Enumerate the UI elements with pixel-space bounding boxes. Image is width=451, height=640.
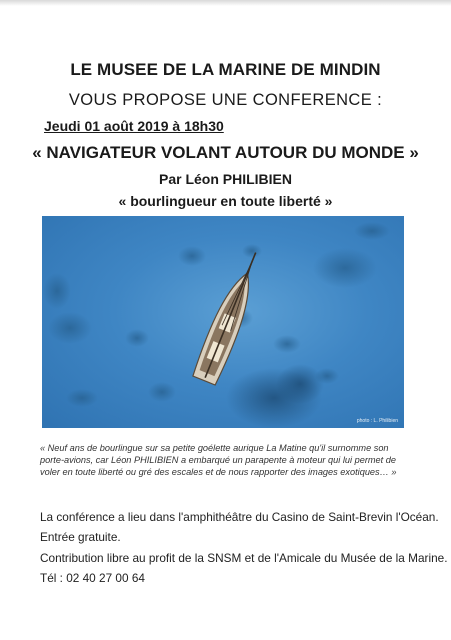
photo-caption: « Neuf ans de bourlingue sur sa petite goélette aurique La Matine qu'il surnomme son porte-avions, car Léon PHILIBIEN a embarqué un parapente à moteur qui lui permet de voler en toute liberté ou gré des escales et de nous rapporter des images exotiques… »: [40, 443, 397, 477]
speaker-name: Par Léon PHILIBIEN: [158, 171, 293, 187]
entry-info: Entrée gratuite.: [40, 530, 121, 544]
museum-title: LE MUSEE DE LA MARINE DE MINDIN: [70, 60, 381, 79]
phone-number: Tél : 02 40 27 00 64: [40, 571, 145, 585]
tagline: « bourlingueur en toute liberté »: [118, 193, 333, 209]
venue-info: La conférence a lieu dans l'amphithéâtre du Casino de Saint-Brevin l'Océan.: [40, 510, 439, 524]
photo-credit: photo : L. Philibien: [356, 418, 398, 424]
invitation-line: VOUS PROPOSE UNE CONFERENCE :: [68, 91, 383, 109]
contribution-info: Contribution libre au profit de la SNSM et de l'Amicale du Musée de la Marine.: [40, 551, 448, 565]
talk-title: « NAVIGATEUR VOLANT AUTOUR DU MONDE »: [32, 143, 419, 162]
event-date: Jeudi 01 août 2019 à 18h30: [44, 118, 224, 134]
aerial-schooner-photo: [42, 216, 404, 428]
photo-illustration: [42, 216, 404, 428]
scan-shadow: [0, 0, 451, 6]
schooner-boat: [191, 247, 268, 385]
